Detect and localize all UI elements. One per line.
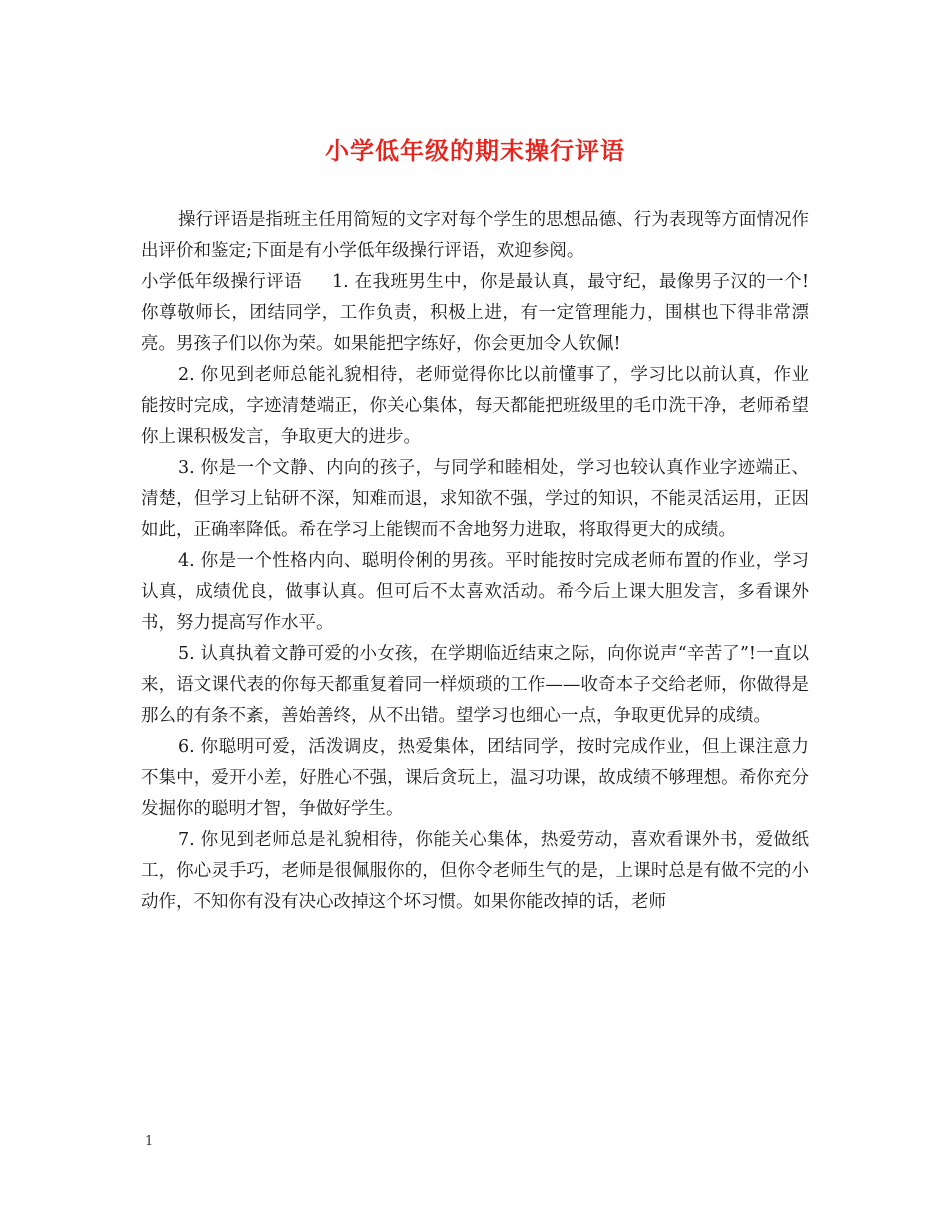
- document-title: 小学低年级的期末操行评语: [325, 136, 625, 165]
- comment-paragraph-5: 5. 认真执着文静可爱的小女孩，在学期临近结束之际，向你说声“辛苦了”!一直以来，语文课代表的你每天都重复着同一样烦琐的工作——收奇本子交给老师，你做得是那么的有条不紊，善始善终，从不出错。望学习也细心一点，争取更优异的成绩。: [141, 644, 809, 726]
- comment-paragraph-1: [141, 267, 809, 360]
- comment-1-text: 1. 在我班男生中，你是最认真，最守纪，最像男子汉的一个!你尊敬师长，团结同学，工作负责，积极上进，有一定管理能力，围棋也下得非常漂亮。男孩子们以你为荣。如果能把字练好，你会更加令人钦佩!: [141, 272, 810, 354]
- comment-paragraph-7: 7. 你见到老师总是礼貌相待，你能关心集体，热爱劳动，喜欢看课外书，爱做纸工，你心灵手巧，老师是很佩服你的，但你令老师生气的是，上课时总是有做不完的小动作，不知你有没有决心改掉这个坏习惯。如果你能改掉的话，老师: [141, 830, 809, 912]
- comment-paragraph-2: 2. 你见到老师总能礼貌相待，老师觉得你比以前懂事了，学习比以前认真，作业能按时完成，字迹清楚端正，你关心集体，每天都能把班级里的毛巾洗干净，老师希望你上课积极发言，争取更大的进步。: [141, 365, 809, 447]
- comment-paragraph-3: 3. 你是一个文静、内向的孩子，与同学和睦相处，学习也较认真作业字迹端正、清楚，但学习上钻研不深，知难而退，求知欲不强，学过的知识，不能灵活运用，正因如此，正确率降低。希在学习上能锲而不舍地努力进取，将取得更大的成绩。: [141, 458, 809, 540]
- comment-paragraph-4: 4. 你是一个性格内向、聪明伶俐的男孩。平时能按时完成老师布置的作业，学习认真，成绩优良，做事认真。但可后不太喜欢活动。希今后上课大胆发言，多看课外书，努力提高写作水平。: [141, 551, 809, 633]
- page-number: 1: [145, 1134, 154, 1149]
- document-body: [141, 205, 809, 918]
- section-heading: 小学低年级操行评语: [141, 272, 303, 292]
- comment-paragraph-6: 6. 你聪明可爱，活泼调皮，热爱集体，团结同学，按时完成作业，但上课注意力不集中，爱开小差，好胜心不强，课后贪玩上，温习功课，故成绩不够理想。希你充分发掘你的聪明才智，争做好学生。: [141, 737, 809, 819]
- intro-paragraph: 操行评语是指班主任用简短的文字对每个学生的思想品德、行为表现等方面情况作出评价和鉴定;下面是有小学低年级操行评语，欢迎参阅。: [141, 210, 809, 261]
